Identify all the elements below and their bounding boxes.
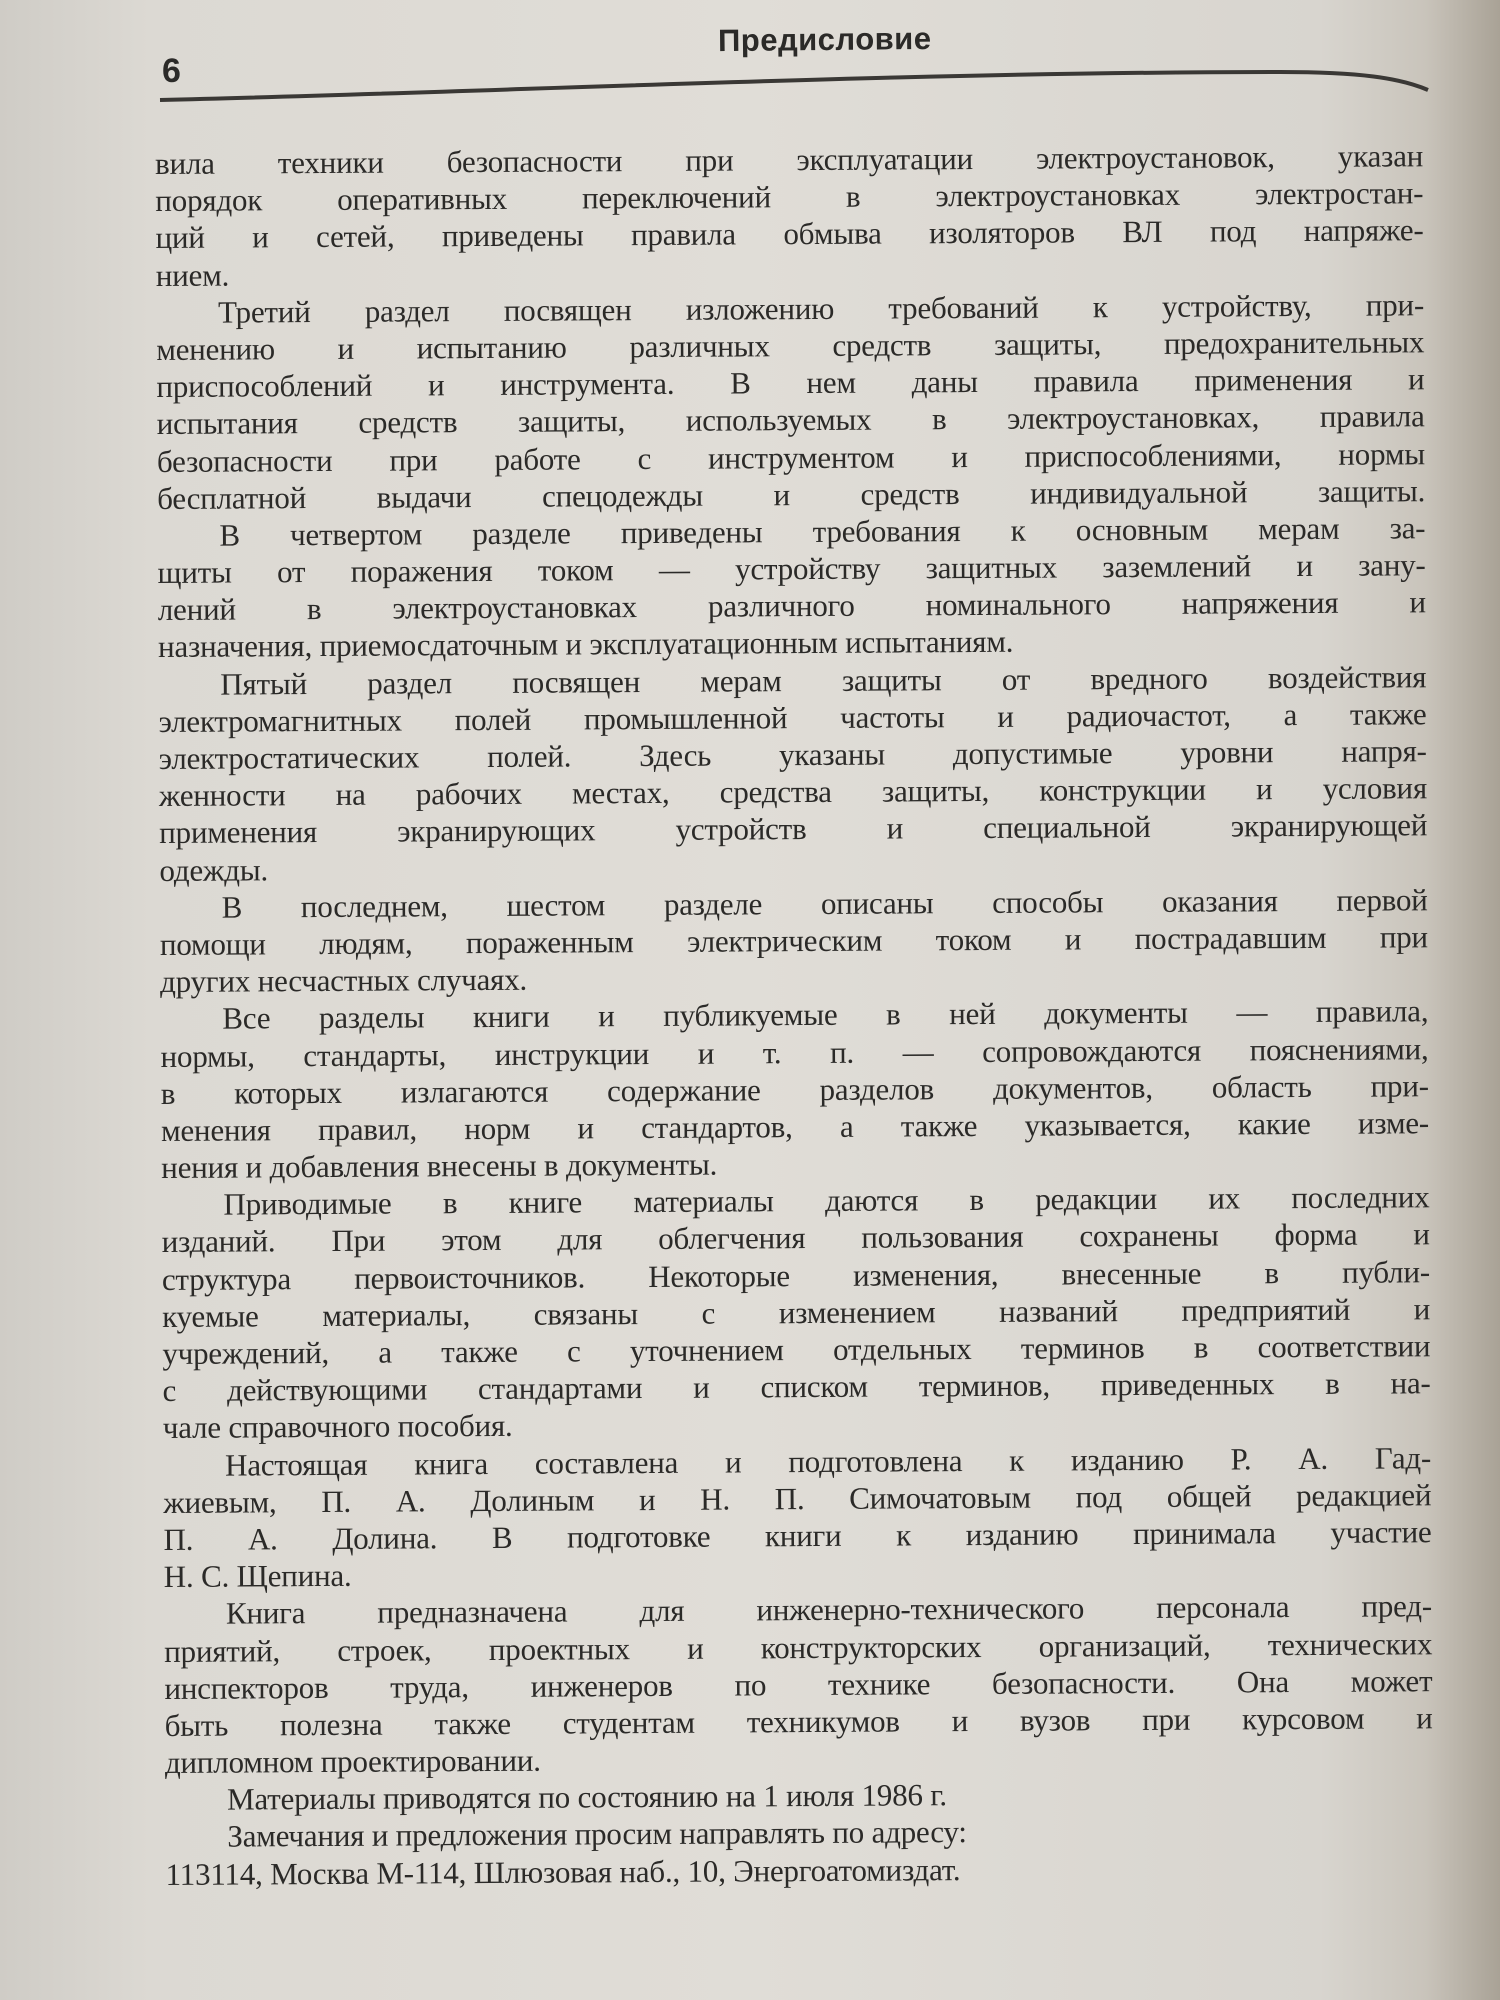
text-line: помощи людям, пораженным электрическим током и пострадавшим при xyxy=(159,919,1428,962)
text-line: лений в электроустановках различного номинального напряжения и xyxy=(157,584,1426,628)
text-line: порядок оперативных переключений в электроустановках электростан- xyxy=(155,175,1424,219)
text-line: Приводимые в книге материалы даются в редакции их последних xyxy=(223,1179,1430,1222)
text-line: бесплатной выдачи спецодежды и средств индивидуальной защиты. xyxy=(157,472,1426,516)
text-line: нием. xyxy=(155,257,230,293)
page-number: 6 xyxy=(162,52,181,90)
text-line: быть полезна также студентам техникумов и вузов при курсовом и xyxy=(164,1700,1433,1743)
text-line: применения экранирующих устройств и специальной экранирующей xyxy=(159,807,1428,851)
running-head: Предисловие xyxy=(717,20,932,59)
text-line: менения правил, норм и стандартов, а также указывается, какие изме- xyxy=(160,1105,1430,1148)
text-line: инспекторов труда, инженеров по технике безопасности. Она может xyxy=(164,1662,1433,1706)
text-line: изданий. При этом для облегчения пользования сохранены форма и xyxy=(161,1216,1430,1260)
text-line: одежды. xyxy=(159,851,269,888)
text-line: П. А. Долина. В подготовке книги к изданию принимала участие xyxy=(163,1514,1432,1557)
text-line: ций и сетей, приведены правила обмыва изоляторов ВЛ под напряже- xyxy=(155,212,1424,256)
text-line: с действующими стандартами и списком терминов, приведенных в на- xyxy=(162,1365,1431,1409)
text-line: в которых излагаются содержание разделов документов, область при- xyxy=(160,1067,1429,1111)
text-line: Пятый раздел посвящен мерам защиты от вредного воздействия xyxy=(220,658,1427,702)
text-line: куемые материалы, связаны с изменением названий предприятий и xyxy=(162,1291,1431,1334)
body-text xyxy=(155,137,1434,1893)
text-line: назначения, приемосдаточным и эксплуатационным испытаниям. xyxy=(157,624,1014,665)
text-line: Материалы приводятся по состоянию на 1 июля 1986 г. xyxy=(227,1777,947,1817)
text-line: приятий, строек, проектных и конструкторских организаций, технических xyxy=(164,1625,1433,1669)
text-line: Замечания и предложения просим направлять по адресу: xyxy=(227,1814,967,1855)
text-line: В последнем, шестом разделе описаны способы оказания первой xyxy=(221,881,1428,925)
text-line: В четвертом разделе приведены требования к основным мерам за- xyxy=(219,510,1426,553)
text-line: Все разделы книги и публикуемые в ней документы — правила, xyxy=(222,993,1429,1036)
text-line: приспособлений и инструмента. В нем даны правила применения и xyxy=(156,361,1425,405)
text-line: Третий раздел посвящен изложению требований к устройству, при- xyxy=(217,287,1425,330)
text-line: электростатических полей. Здесь указаны допустимые уровни напря- xyxy=(158,733,1427,776)
text-line: других несчастных случаях. xyxy=(160,961,528,1000)
text-line: Настоящая книга составлена и подготовлена к изданию Р. А. Гад- xyxy=(224,1439,1432,1483)
text-line: женности на рабочих местах, средства защиты, конструкции и условия xyxy=(158,770,1428,814)
text-line: Н. С. Щепина. xyxy=(163,1557,352,1595)
text-line: учреждений, а также с уточнением отдельных терминов в соответствии xyxy=(162,1328,1431,1371)
text-line: безопасности при работе с инструментом и приспособлениями, нормы xyxy=(156,435,1426,479)
text-line: 113114, Москва М-114, Шлюзовая наб., 10, Энергоатомиздат. xyxy=(165,1851,961,1892)
text-line: вила техники безопасности при эксплуатации электроустановок, указан xyxy=(155,138,1424,181)
text-line: менению и испытанию различных средств защиты, предохранительных xyxy=(156,324,1425,367)
text-line: электромагнитных полей промышленной частоты и радиочастот, а также xyxy=(158,696,1427,739)
header-rule xyxy=(0,0,1500,140)
text-line: нормы, стандарты, инструкции и т. п. — сопровождаются пояснениями, xyxy=(160,1030,1429,1074)
text-line: нения и добавления внесены в документы. xyxy=(161,1146,718,1186)
text-line: дипломном проектировании. xyxy=(164,1742,541,1781)
text-line: чале справочного пособия. xyxy=(162,1408,513,1446)
text-line: жиевым, П. А. Долиным и Н. П. Симочатовым под общей редакцией xyxy=(163,1476,1432,1520)
text-line: структура первоисточников. Некоторые изменения, внесенные в публи- xyxy=(161,1253,1431,1297)
text-line: испытания средств защиты, используемых в электроустановках, правила xyxy=(156,398,1425,442)
text-line: щиты от поражения током — устройству защитных заземлений и зану- xyxy=(157,547,1426,591)
text-line: Книга предназначена для инженерно-технического персонала пред- xyxy=(225,1588,1433,1631)
